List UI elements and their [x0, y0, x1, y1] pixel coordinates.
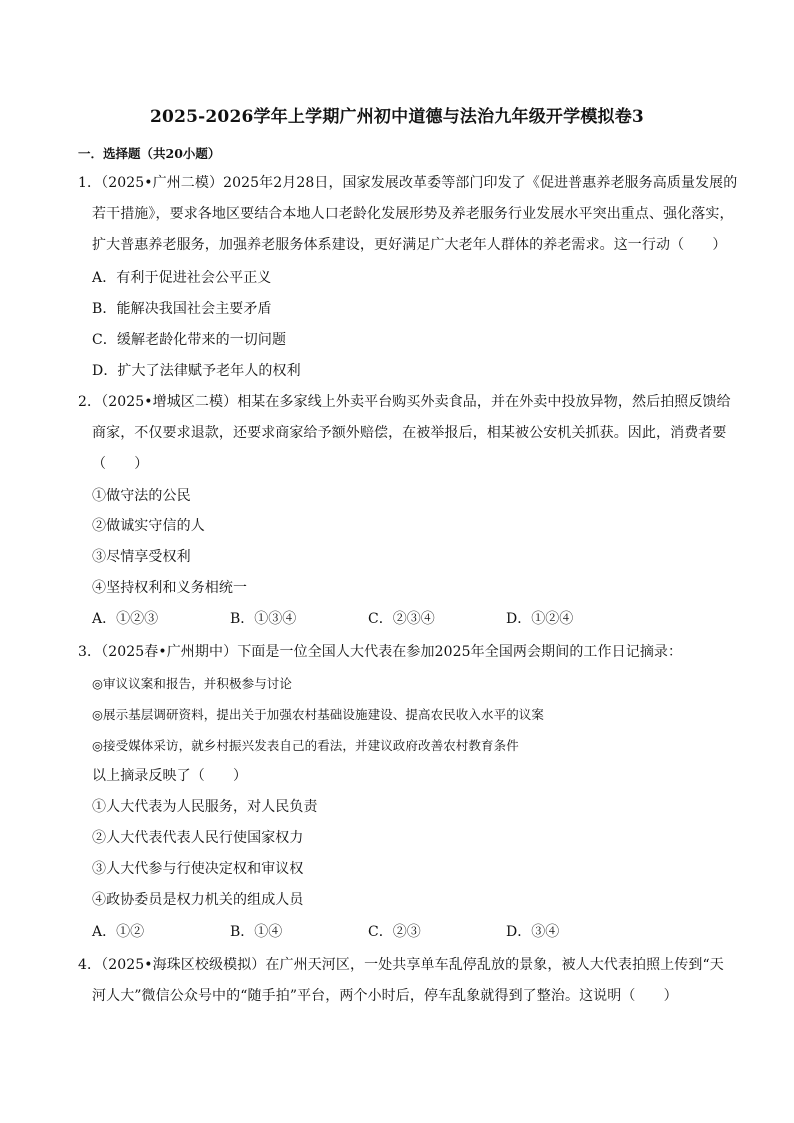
section-heading: 一．选择题（共20小题） — [78, 146, 221, 161]
question-2-item-4: ④坚持权利和义务相统一 — [92, 580, 248, 596]
question-4-line-2: 河人大”微信公众号中的“随手拍”平台，两个小时后，停车乱象就得到了整治。这说明（ ） — [92, 988, 678, 1004]
question-1-line-1: 1．（2025•广州二模）2025年2月28日，国家发展改革委等部门印发了《促进普惠养老服务高质量发展的 — [78, 175, 738, 191]
question-3-choices — [92, 923, 692, 941]
question-3-note-2: ◎展示基层调研资料，提出关于加强农村基础设施建设、提高农民收入水平的议案 — [92, 707, 545, 722]
question-3-note-3: ◎接受媒体采访，就乡村振兴发表自己的看法，并建议政府改善农村教育条件 — [92, 738, 519, 753]
question-2-line-1: 2．（2025•增城区二模）相某在多家线上外卖平台购买外卖食品，并在外卖中投放异物，然后拍照反馈给 — [78, 394, 731, 410]
question-2-item-3: ③尽情享受权利 — [92, 549, 191, 565]
question-2-choice-a[interactable]: A．①②③ — [92, 611, 159, 627]
question-4-line-1: 4．（2025•海珠区校级模拟）在广州天河区，一处共享单车乱停乱放的景象，被人大代表拍照上传到“天 — [78, 957, 724, 973]
question-3-note-1: ◎审议议案和报告，并积极参与讨论 — [92, 676, 293, 691]
question-3-line-1: 3．（2025春•广州期中）下面是一位全国人大代表在参加2025年全国两会期间的工作日记摘录： — [78, 644, 683, 660]
question-2-line-3: （ ） — [92, 456, 149, 472]
question-3-item-3: ③人大代参与行使决定权和审议权 — [92, 861, 304, 877]
question-2-item-1: ①做守法的公民 — [92, 488, 191, 504]
question-3-item-1: ①人大代表为人民服务，对人民负责 — [92, 799, 318, 815]
question-1-line-2: 若干措施》，要求各地区要结合本地人口老龄化发展形势及养老服务行业发展水平突出重点、强化落实， — [92, 206, 734, 222]
question-1-option-a[interactable]: A．有利于促进社会公平正义 — [92, 270, 272, 286]
question-2-line-2: 商家，不仅要求退款，还要求商家给予额外赔偿，在被举报后，相某被公安机关抓获。因此，消费者要 — [92, 425, 727, 441]
question-2-choice-d[interactable]: D．①②④ — [506, 611, 574, 627]
question-2-item-2: ②做诚实守信的人 — [92, 518, 205, 534]
question-3-choice-b[interactable]: B．①④ — [230, 924, 283, 940]
page-title: 2025-2026学年上学期广州初中道德与法治九年级开学模拟卷3 — [150, 107, 644, 127]
question-2-choices — [92, 610, 692, 628]
question-3-prompt: 以上摘录反映了（ ） — [92, 768, 248, 784]
question-1-line-3: 扩大普惠养老服务，加强养老服务体系建设，更好满足广大老年人群体的养老需求。这一行动（ ） — [92, 237, 727, 253]
question-2-choice-b[interactable]: B．①③④ — [230, 611, 297, 627]
question-3-choice-d[interactable]: D．③④ — [506, 924, 560, 940]
question-3-item-2: ②人大代表代表人民行使国家权力 — [92, 830, 304, 846]
question-3-choice-a[interactable]: A．①② — [92, 924, 145, 940]
question-1-option-c[interactable]: C．缓解老龄化带来的一切问题 — [92, 332, 287, 348]
question-3-item-4: ④政协委员是权力机关的组成人员 — [92, 892, 304, 908]
question-1-option-b[interactable]: B．能解决我国社会主要矛盾 — [92, 301, 272, 317]
question-3-choice-c[interactable]: C．②③ — [368, 924, 421, 940]
question-1-option-d[interactable]: D．扩大了法律赋予老年人的权利 — [92, 363, 301, 379]
question-2-choice-c[interactable]: C．②③④ — [368, 611, 435, 627]
